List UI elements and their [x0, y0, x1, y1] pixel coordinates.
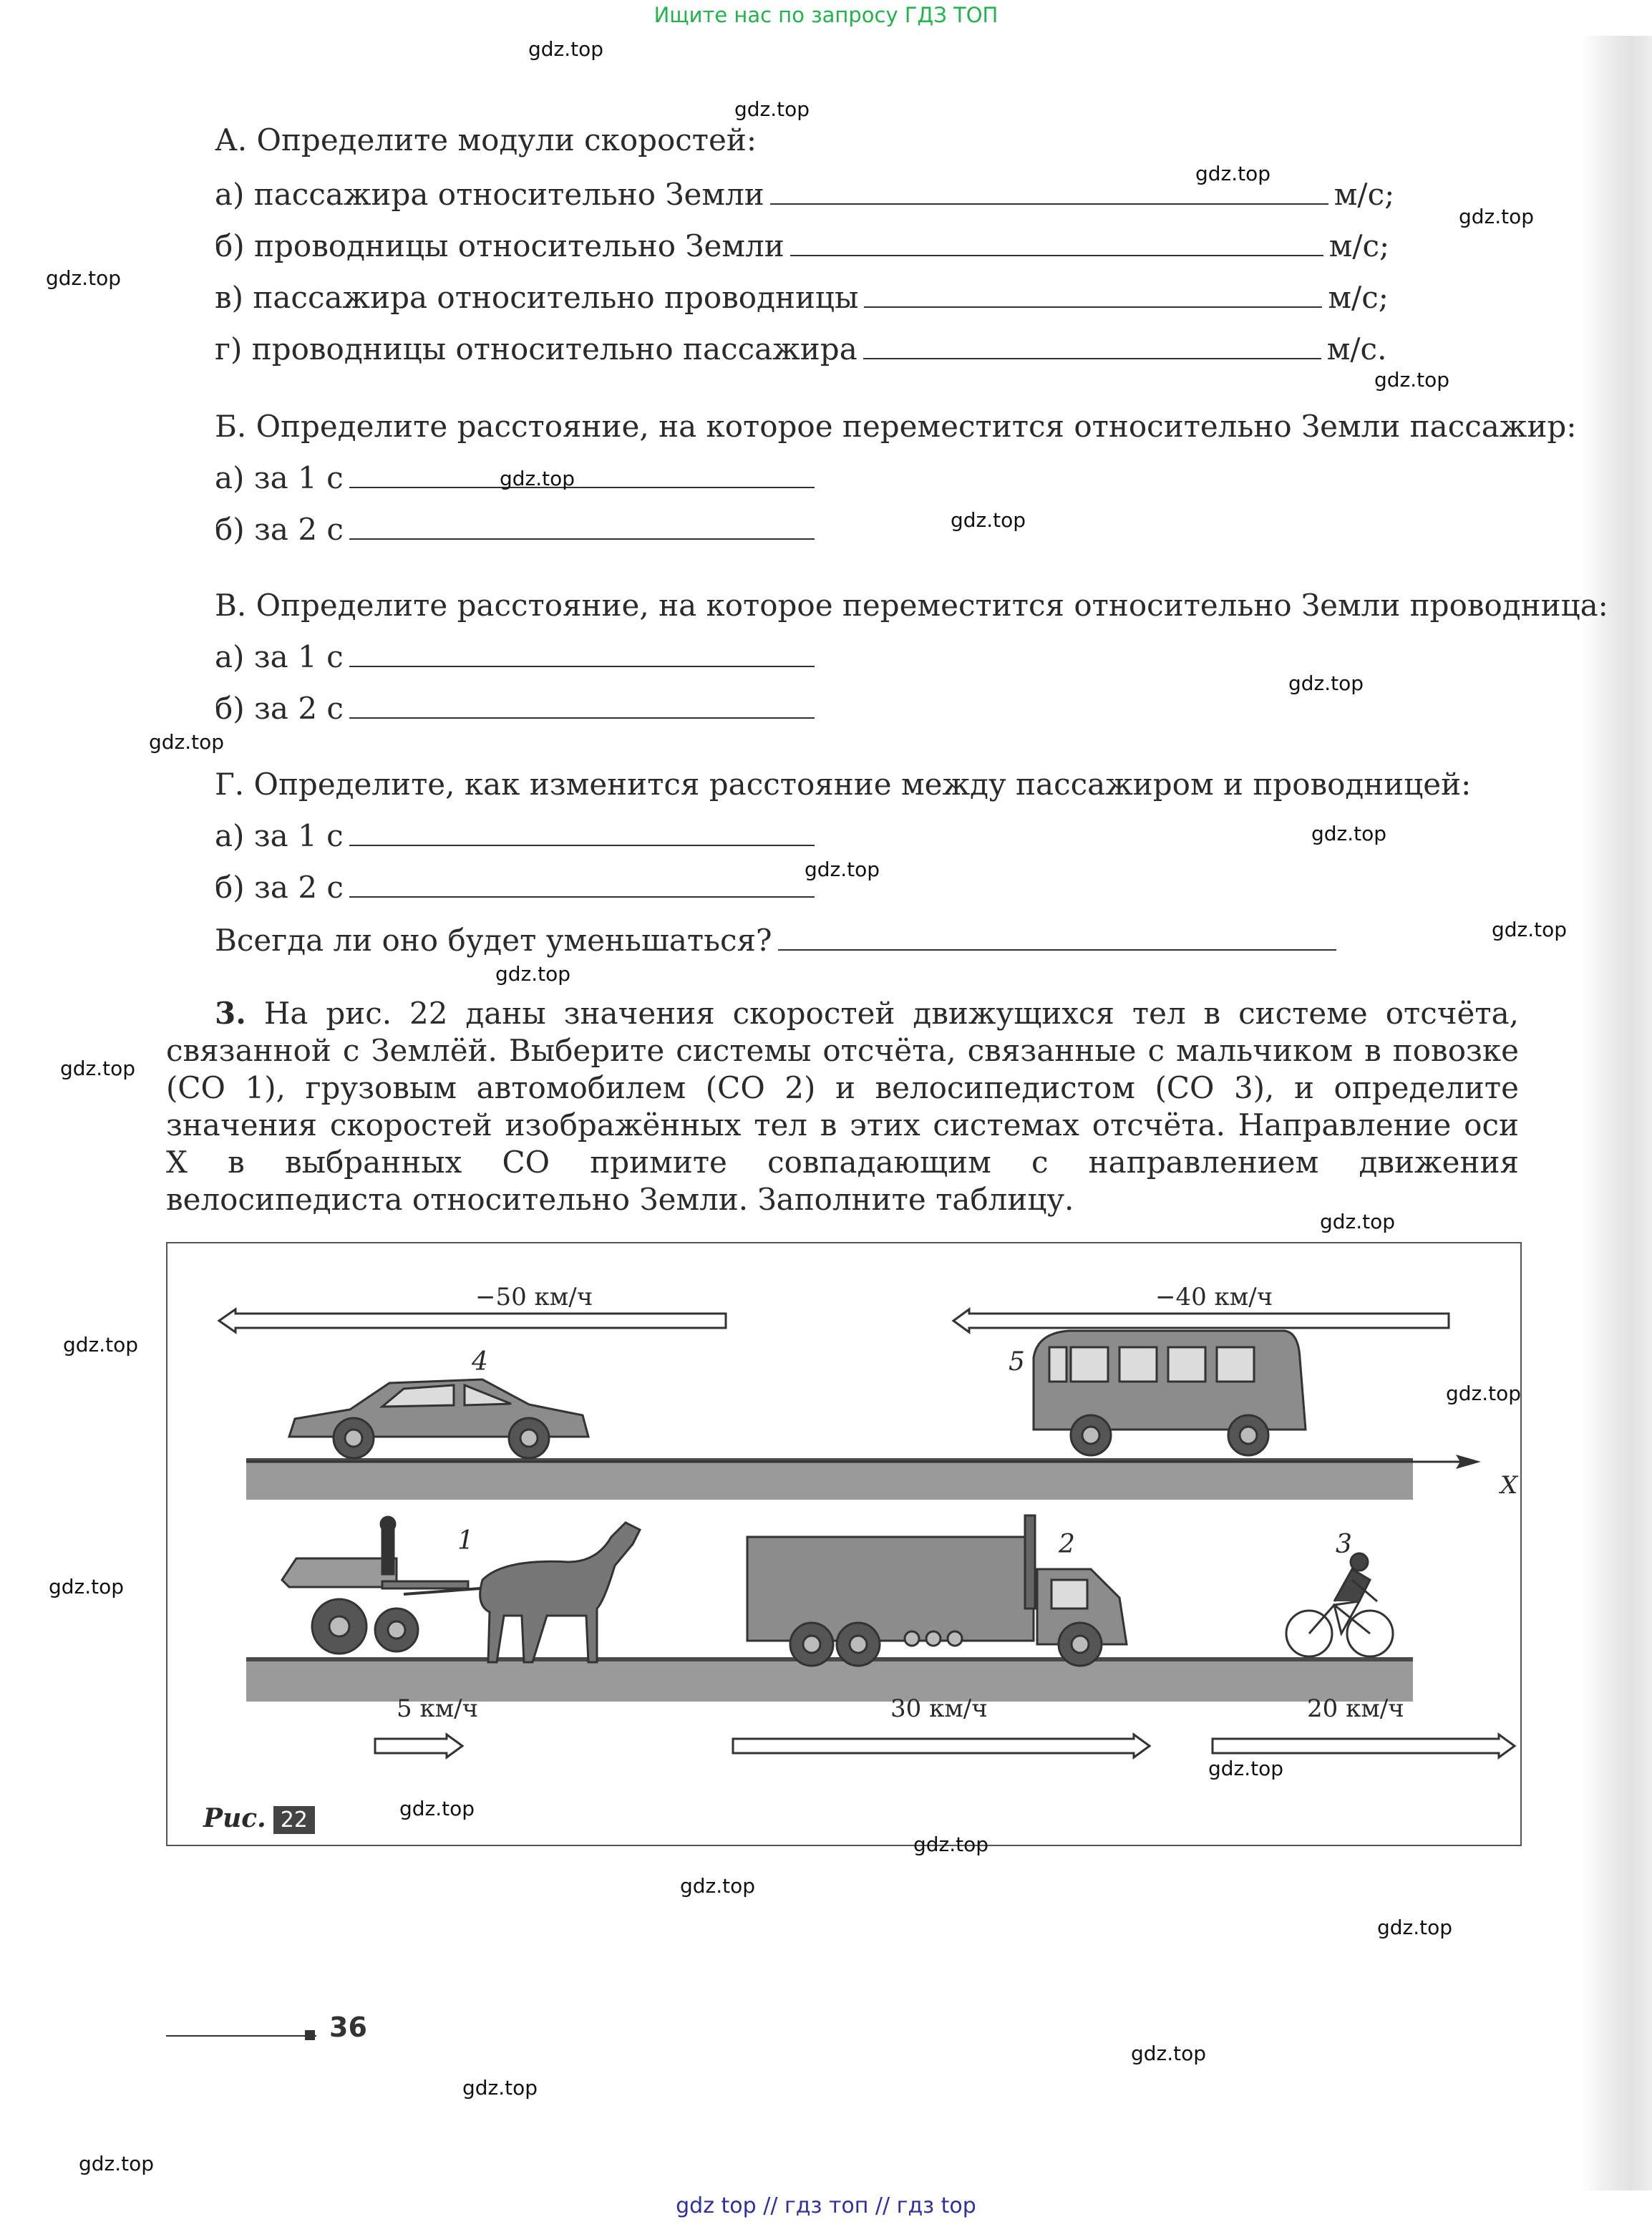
- watermark: gdz.top: [1288, 671, 1364, 695]
- section-a-item-2: б) проводницы относительно Земли м/с;: [215, 228, 1390, 263]
- section-a-item-1: а) пассажира относительно Земли м/с;: [215, 177, 1395, 212]
- figure-caption: Рис. 22: [203, 1803, 315, 1834]
- object-label-cart: 1: [457, 1526, 474, 1556]
- speed-label-car: −50 км/ч: [475, 1283, 593, 1311]
- search-banner[interactable]: Ищите нас по запросу ГДЗ ТОП: [653, 3, 999, 27]
- speed-label-bus: −40 км/ч: [1155, 1283, 1273, 1311]
- car-4: [289, 1379, 588, 1458]
- section-g-title: Г. Определите, как изменится расстояние между пассажиром и проводницей:: [215, 767, 1472, 802]
- watermark: gdz.top: [1131, 2042, 1207, 2065]
- object-label-car: 4: [472, 1347, 488, 1377]
- watermark: gdz.top: [149, 730, 225, 754]
- answer-blank[interactable]: [864, 285, 1322, 308]
- answer-blank[interactable]: [863, 336, 1321, 359]
- section-b-title: Б. Определите расстояние, на которое переместится относительно Земли пассажир:: [215, 409, 1577, 444]
- axis-x-label: X: [1500, 1471, 1518, 1500]
- watermark: gdz.top: [1320, 1210, 1396, 1233]
- section-a-item-3: в) пассажира относительно проводницы м/с;: [215, 280, 1389, 315]
- arrow-truck-2: [733, 1734, 1150, 1757]
- watermark: gdz.top: [49, 1575, 125, 1598]
- answer-blank[interactable]: [349, 644, 815, 667]
- watermark: gdz.top: [1374, 368, 1450, 392]
- answer-blank[interactable]: [778, 928, 1336, 951]
- section-g-question: Всегда ли оно будет уменьшаться?: [215, 923, 1342, 958]
- watermark: gdz.top: [79, 2152, 155, 2175]
- speed-label-truck: 30 км/ч: [890, 1694, 988, 1723]
- footer-links[interactable]: gdz top // гдз топ // гдз top: [676, 2193, 976, 2218]
- section-a-item-4: г) проводницы относительно пассажира м/с.: [215, 331, 1387, 367]
- arrow-bus-5: [953, 1309, 1449, 1332]
- answer-blank[interactable]: [349, 696, 815, 719]
- watermark: gdz.top: [1492, 918, 1568, 941]
- watermark: gdz.top: [495, 962, 571, 986]
- cyclist-3: [1286, 1553, 1393, 1656]
- watermark: gdz.top: [63, 1333, 139, 1357]
- task-3-paragraph: 3. На рис. 22 даны значения скоростей движущихся тел в системе отсчёта, связанной с Землёй. Выберите системы отсчёта, связанные с мальчиком в повозке (СО 1), грузовым автомобилем (СО 2) и велосипедистом (СО 3), и определите значения скоростей изображённых тел в этих системах отсчёта. Направление оси X в выбранных СО примите совпадающим с направлением движения велосипедиста относительно Земли. Заполните таблицу.: [166, 996, 1519, 1217]
- section-g-item-1: а) за 1 с: [215, 819, 820, 853]
- watermark: gdz.top: [46, 266, 122, 290]
- watermark: gdz.top: [528, 37, 604, 61]
- answer-blank[interactable]: [349, 465, 815, 488]
- watermark: gdz.top: [1311, 822, 1387, 845]
- watermark: gdz.top: [805, 858, 880, 881]
- watermark: gdz.top: [680, 1874, 756, 1898]
- arrow-car-4: [219, 1309, 726, 1332]
- figure-22: [166, 1242, 1522, 1846]
- page-number: 36: [329, 2012, 367, 2043]
- watermark: gdz.top: [500, 467, 575, 490]
- speed-label-cyclist: 20 км/ч: [1307, 1694, 1404, 1723]
- figure-drawing: [167, 1243, 1520, 1845]
- section-g-item-2: б) за 2 с: [215, 870, 820, 905]
- bus-5: [1034, 1331, 1306, 1455]
- watermark: gdz.top: [1377, 1916, 1453, 1939]
- watermark: gdz.top: [1208, 1757, 1284, 1780]
- watermark: gdz.top: [1195, 162, 1271, 185]
- section-b-item-1: а) за 1 с: [215, 461, 820, 495]
- watermark: gdz.top: [1459, 205, 1535, 228]
- section-v-title: В. Определите расстояние, на которое переместится относительно Земли проводница:: [215, 588, 1608, 623]
- section-v-item-1: а) за 1 с: [215, 640, 820, 674]
- answer-blank[interactable]: [349, 823, 815, 846]
- page-rule: [166, 2035, 316, 2037]
- section-b-item-2: б) за 2 с: [215, 513, 820, 547]
- road-top: [246, 1458, 1413, 1500]
- answer-blank[interactable]: [790, 233, 1323, 256]
- page-marker: [305, 2030, 315, 2040]
- watermark: gdz.top: [951, 508, 1026, 532]
- answer-blank[interactable]: [349, 875, 815, 898]
- watermark: gdz.top: [462, 2076, 538, 2100]
- object-label-truck: 2: [1059, 1530, 1075, 1559]
- section-v-item-2: б) за 2 с: [215, 692, 820, 726]
- watermark: gdz.top: [399, 1797, 475, 1820]
- object-label-cyclist: 3: [1336, 1530, 1352, 1559]
- object-label-bus: 5: [1009, 1347, 1025, 1377]
- page-edge-shadow: [1582, 36, 1652, 2190]
- arrow-cart-1: [375, 1734, 462, 1757]
- speed-label-cart: 5 км/ч: [397, 1694, 479, 1723]
- answer-blank[interactable]: [349, 517, 815, 540]
- arrow-cyclist-3: [1213, 1734, 1515, 1757]
- watermark: gdz.top: [1446, 1382, 1522, 1405]
- watermark: gdz.top: [734, 97, 810, 121]
- watermark: gdz.top: [60, 1057, 136, 1080]
- watermark: gdz.top: [913, 1833, 989, 1856]
- section-a-title: А. Определите модули скоростей:: [215, 122, 757, 157]
